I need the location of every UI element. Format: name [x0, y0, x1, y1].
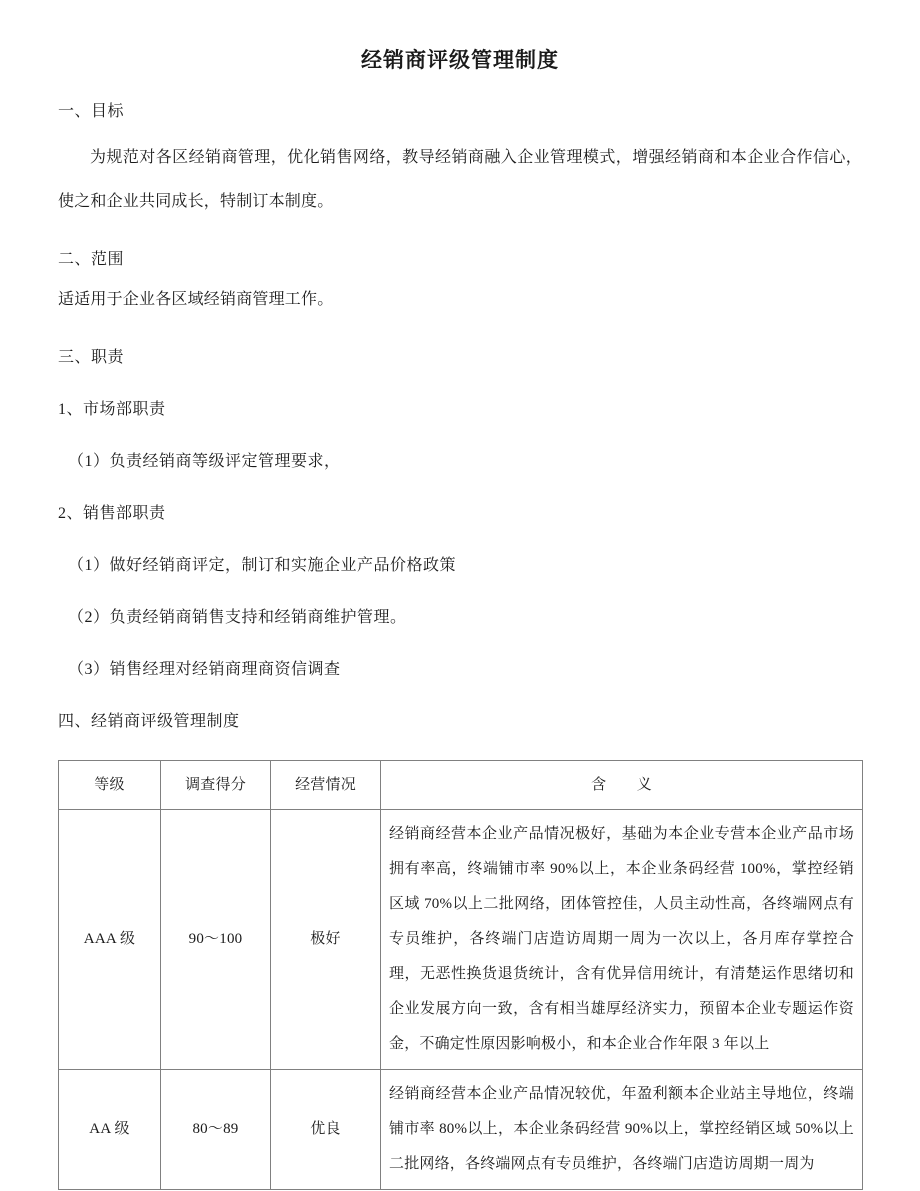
cell-grade: AA 级 — [59, 1070, 161, 1190]
cell-score: 80～89 — [161, 1070, 271, 1190]
sub-heading-marketing-duties: 1、市场部职责 — [58, 401, 166, 418]
list-item: （2）负责经销商销售支持和经销商维护管理。 — [68, 609, 407, 626]
column-header-meaning: 含 义 — [381, 761, 863, 810]
column-header-grade: 等级 — [59, 761, 161, 810]
section-heading-rating-system: 四、经销商评级管理制度 — [58, 713, 240, 730]
table-header-row — [59, 761, 863, 810]
list-item: （3）销售经理对经销商理商资信调查 — [68, 661, 341, 678]
list-item: （1）做好经销商评定，制订和实施企业产品价格政策 — [68, 557, 457, 574]
section-heading-duties: 三、职责 — [58, 349, 125, 366]
cell-meaning: 经销商经营本企业产品情况较优，年盈利额本企业站主导地位，终端铺市率 80%以上，本企业条码经营 90%以上，掌控经销区域 50%以上二批网络，各终端网点有专员维护，各终端门店造访周期一周为 — [381, 1070, 863, 1190]
column-header-score: 调查得分 — [161, 761, 271, 810]
cell-meaning: 经销商经营本企业产品情况极好，基础为本企业专营本企业产品市场拥有率高，终端铺市率 90%以上，本企业条码经营 100%，掌控经销区域 70%以上二批网络，团体管控佳，人员主动性高，各终端网点有专员维护，各终端门店造访周期一周为一次以上，各月库存掌控合理，无恶性换货退货统计，含有优异信用统计，有清楚运作思绪切和企业发展方向一致，含有相当雄厚经济实力，预留本企业专题运作资金，不确定性原因影响极小，和本企业合作年限 3 年以上 — [381, 810, 863, 1070]
section-heading-goal: 一、目标 — [58, 103, 125, 120]
cell-score: 90～100 — [161, 810, 271, 1070]
cell-condition: 优良 — [271, 1070, 381, 1190]
page-title: 经销商评级管理制度 — [361, 49, 559, 72]
section-heading-scope: 二、范围 — [58, 251, 125, 268]
section-body-scope: 适适用于企业各区域经销商管理工作。 — [58, 291, 334, 308]
cell-condition: 极好 — [271, 810, 381, 1070]
cell-grade: AAA 级 — [59, 810, 161, 1070]
grade-rating-table — [58, 760, 863, 1190]
list-item: （1）负责经销商等级评定管理要求， — [68, 453, 341, 470]
table-spacer — [58, 734, 862, 760]
sub-heading-sales-duties: 2、销售部职责 — [58, 505, 166, 522]
table-row — [59, 1070, 863, 1190]
column-header-condition: 经营情况 — [271, 761, 381, 810]
table-row — [59, 810, 863, 1070]
section-body-goal: 为规范对各区经销商管理，优化销售网络，教导经销商融入企业管理模式，增强经销商和本企业合作信心，使之和企业共同成长，特制订本制度。 — [58, 149, 862, 210]
